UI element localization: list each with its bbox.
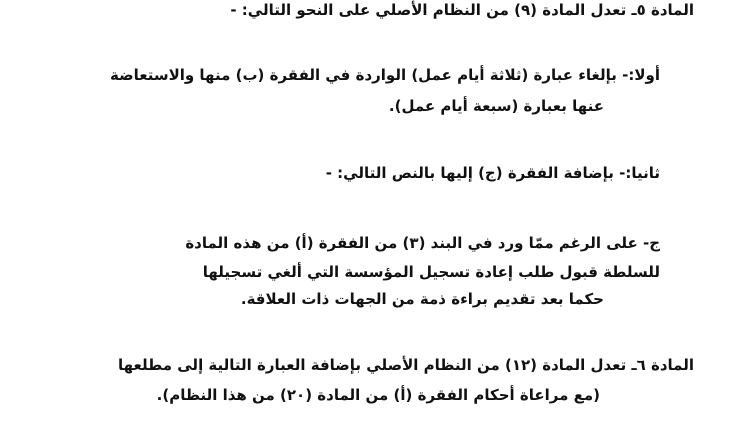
article-6-line-1: المادة ٦ـ تعدل المادة (١٢) من النظام الأصلي بإضافة العبارة التالية إلى مطلعها bbox=[118, 356, 694, 374]
article-5-first-line-2: عنها بعبارة (سبعة أيام عمل). bbox=[388, 97, 604, 115]
article-5-second-line: ثانيا:- بإضافة الفقرة (ج) إليها بالنص التالي: - bbox=[325, 164, 660, 182]
article-6-line-2: (مع مراعاة أحكام الفقرة (أ) من المادة (٢٠) من هذا النظام). bbox=[156, 386, 600, 404]
clause-c-line-1: ج- على الرغم ممّا ورد في البند (٣) من الفقرة (أ) من هذه المادة bbox=[185, 234, 660, 252]
article-5-heading: المادة ٥ـ تعدل المادة (٩) من النظام الأصلي على النحو التالي: - bbox=[230, 1, 694, 19]
clause-c-line-2: للسلطة قبول طلب إعادة تسجيل المؤسسة التي ألغي تسجيلها bbox=[202, 263, 660, 281]
article-5-first-line-1: أولا:- بإلغاء عبارة (ثلاثة أيام عمل) الواردة في الفقرة (ب) منها والاستعاضة bbox=[110, 66, 660, 84]
clause-c-line-3: حكما بعد تقديم براءة ذمة من الجهات ذات العلاقة. bbox=[240, 290, 604, 308]
